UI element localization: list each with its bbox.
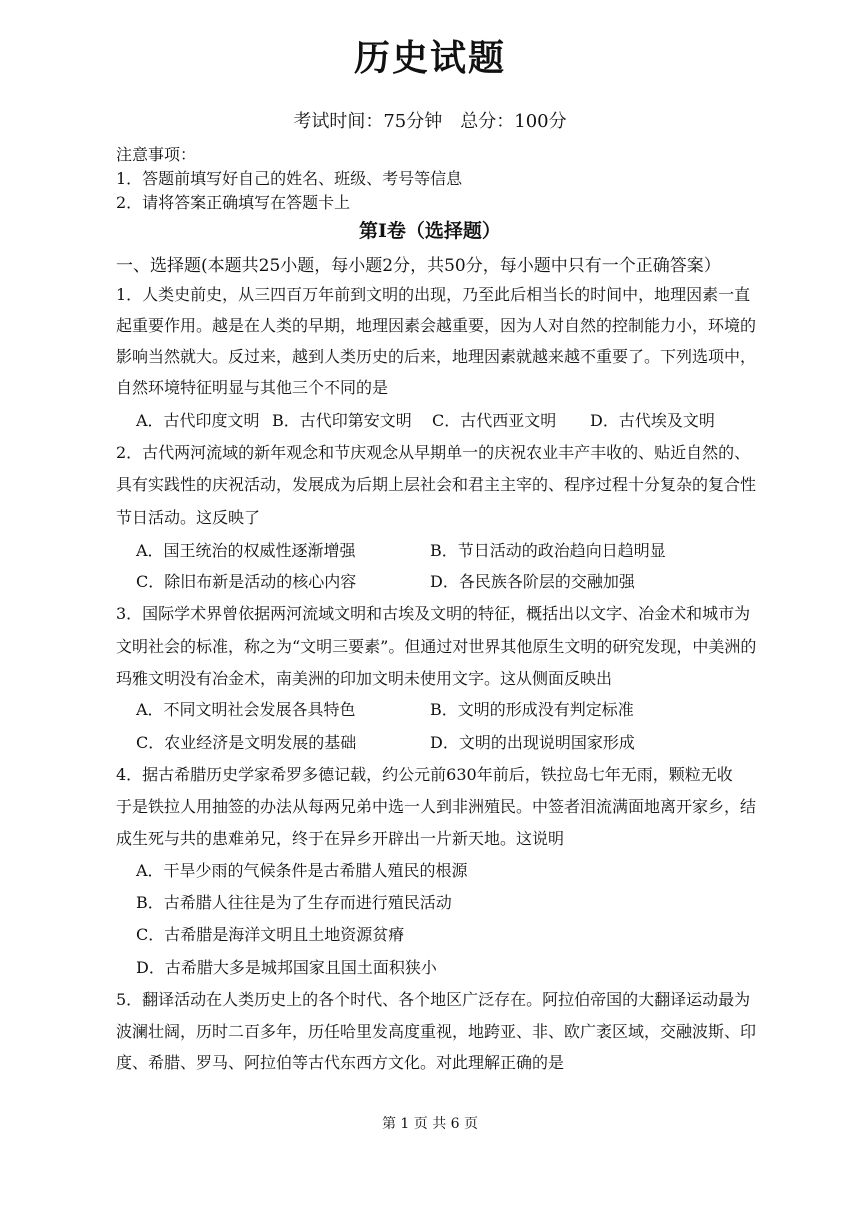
page-footer: 第 1 页 共 6 页 bbox=[381, 1116, 479, 1132]
option-c: C．古希腊是海洋文明且土地资源贫瘠 bbox=[136, 925, 405, 944]
question-line: 具有实践性的庆祝活动，发展成为后期上层社会和君主主宰的、程序过程十分复杂的复合性 bbox=[116, 475, 757, 494]
question-line: 于是铁拉人用抽签的办法从每两兄弟中选一人到非洲殖民。中签者泪流满面地离开家乡，结 bbox=[116, 797, 757, 816]
notice-item: 2．请将答案正确填写在答题卡上 bbox=[116, 193, 351, 212]
option-d: D．古代埃及文明 bbox=[590, 411, 715, 430]
question-line: 文明社会的标准，称之为“文明三要素”。但通过对世界其他原生文明的研究发现，中美洲的 bbox=[116, 637, 757, 656]
exam-title: 历史试题 bbox=[353, 37, 506, 79]
question-line: 影响当然就大。反过来，越到人类历史的后来，地理因素就越来越不重要了。下列选项中， bbox=[116, 347, 757, 366]
question-line: 度、希腊、罗马、阿拉伯等古代东西方文化。对此理解正确的是 bbox=[116, 1053, 565, 1072]
option-a: A．不同文明社会发展各具特色 bbox=[136, 700, 356, 719]
question-line: 波澜壮阔，历时二百多年，历任哈里发高度重视，地跨亚、非、欧广袤区域，交融波斯、印 bbox=[116, 1022, 757, 1041]
question-line: 起重要作用。越是在人类的早期，地理因素会越重要，因为人对自然的控制能力小，环境的 bbox=[116, 316, 757, 335]
option-c: C．除旧布新是活动的核心内容 bbox=[136, 572, 357, 591]
question-line: 3．国际学术界曾依据两河流域文明和古埃及文明的特征，概括出以文字、冶金术和城市为 bbox=[116, 604, 751, 623]
option-b: B．古代印第安文明 bbox=[272, 411, 412, 430]
option-b: B．文明的形成没有判定标准 bbox=[430, 700, 634, 719]
notice-item: 1．答题前填写好自己的姓名、班级、考号等信息 bbox=[116, 169, 463, 188]
question-line: 自然环境特征明显与其他三个不同的是 bbox=[116, 378, 389, 397]
option-d: D．各民族各阶层的交融加强 bbox=[430, 572, 635, 591]
question-line: 5．翻译活动在人类历史上的各个时代、各个地区广泛存在。阿拉伯帝国的大翻译运动最为 bbox=[116, 990, 751, 1009]
notice-heading: 注意事项： bbox=[116, 145, 197, 164]
option-a: A．干旱少雨的气候条件是古希腊人殖民的根源 bbox=[136, 861, 468, 880]
question-line: 玛雅文明没有冶金术，南美洲的印加文明未使用文字。这从侧面反映出 bbox=[116, 669, 613, 688]
question-line: 4．据古希腊历史学家希罗多德记载，约公元前630年前后，铁拉岛七年无雨，颗粒无收 bbox=[116, 765, 733, 784]
exam-meta: 考试时间：75分钟 总分：100分 bbox=[293, 111, 567, 132]
question-line: 1．人类史前史，从三四百万年前到文明的出现，乃至此后相当长的时间中，地理因素一直 bbox=[116, 285, 751, 304]
part-heading: 一、选择题(本题共25小题，每小题2分，共50分，每小题中只有一个正确答案） bbox=[116, 256, 721, 276]
option-c: C．古代西亚文明 bbox=[432, 411, 557, 430]
option-b: B．古希腊人往往是为了生存而进行殖民活动 bbox=[136, 893, 452, 912]
option-c: C．农业经济是文明发展的基础 bbox=[136, 733, 357, 752]
question-line: 成生死与共的患难弟兄，终于在异乡开辟出一片新天地。这说明 bbox=[116, 829, 565, 848]
option-a: A．国王统治的权威性逐渐增强 bbox=[136, 541, 356, 560]
question-line: 2．古代两河流域的新年观念和节庆观念从早期单一的庆祝农业丰产丰收的、贴近自然的、 bbox=[116, 443, 751, 462]
section-title: 第Ⅰ卷（选择题） bbox=[359, 220, 501, 242]
option-d: D．古希腊大多是城邦国家且国土面积狭小 bbox=[136, 958, 437, 977]
question-line: 节日活动。这反映了 bbox=[116, 508, 261, 527]
option-d: D．文明的出现说明国家形成 bbox=[430, 733, 635, 752]
option-a: A．古代印度文明 bbox=[136, 411, 260, 430]
option-b: B．节日活动的政治趋向日趋明显 bbox=[430, 541, 666, 560]
